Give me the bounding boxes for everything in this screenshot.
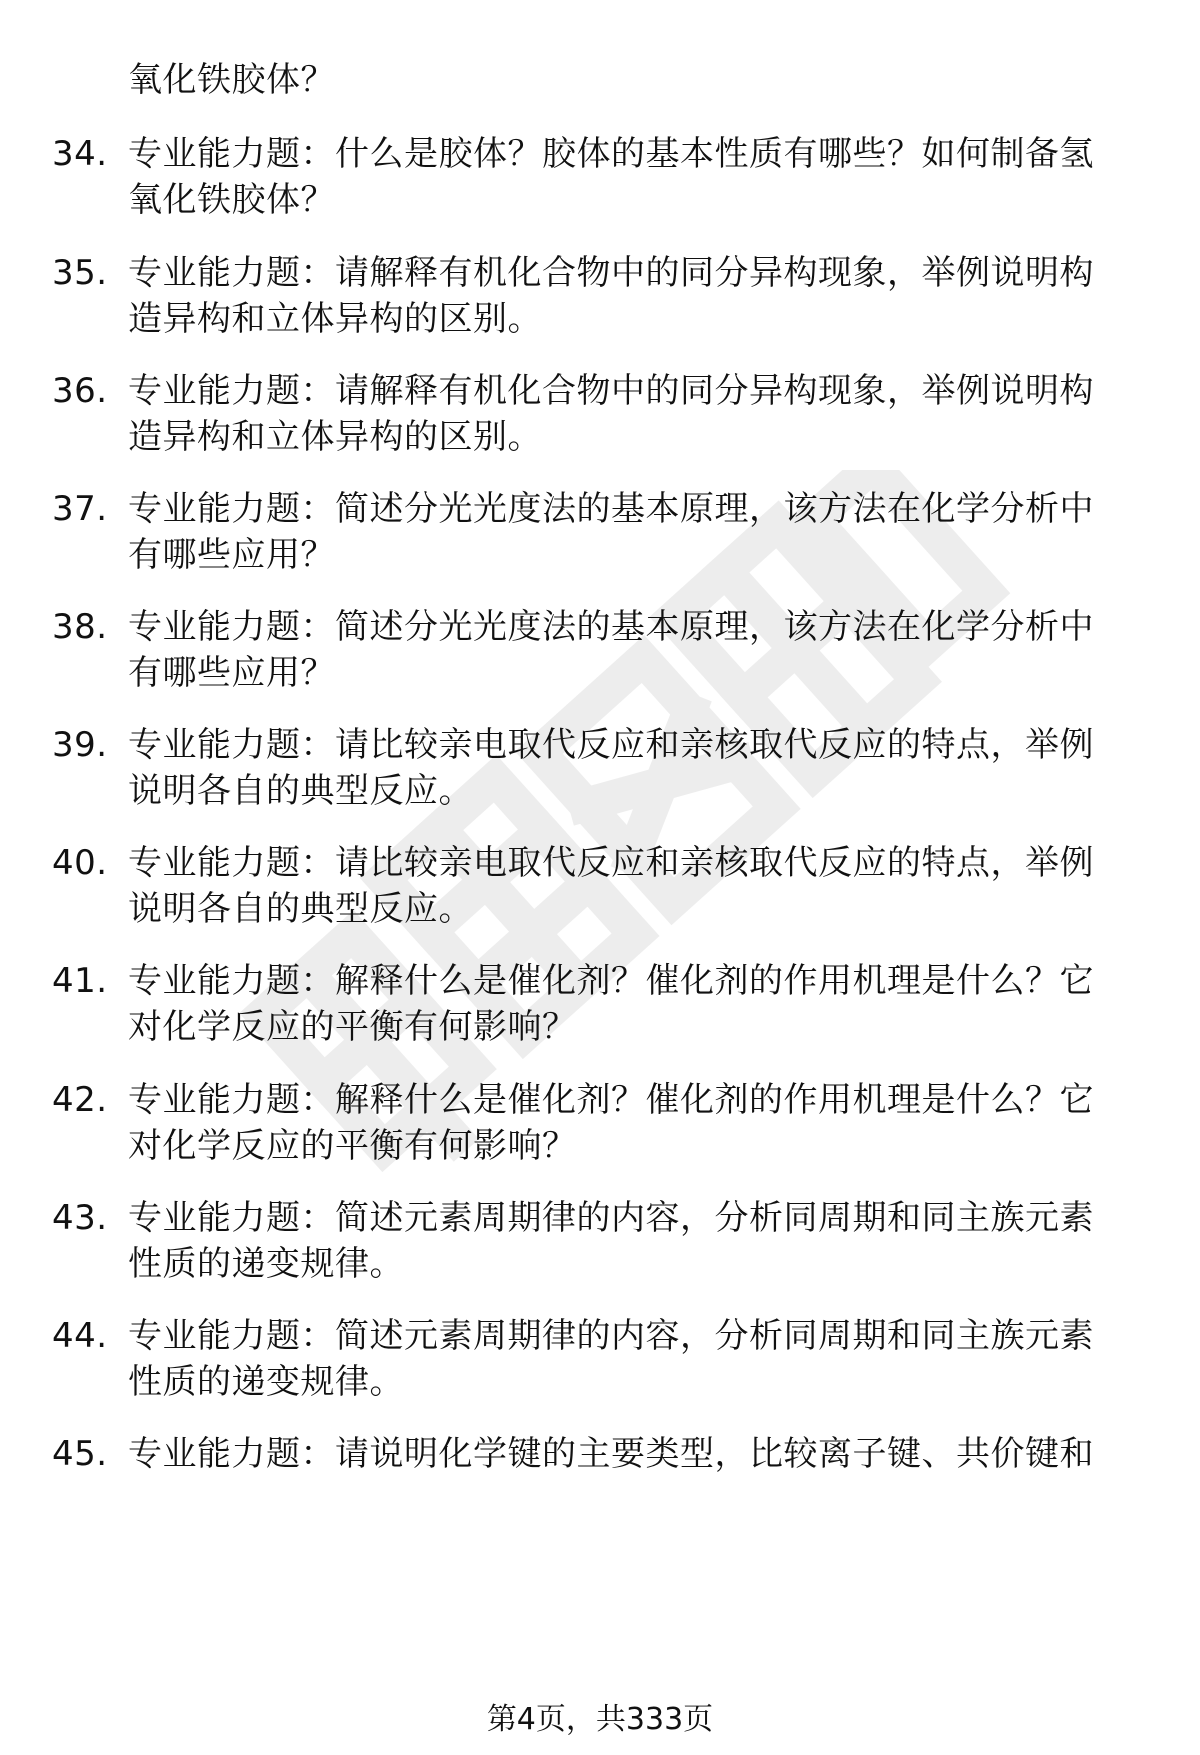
- item-number: 36.: [52, 371, 108, 411]
- item-text-line: 说明各自的典型反应。: [128, 889, 473, 929]
- question-item-44: [52, 1313, 1142, 1405]
- item-number: 35.: [52, 253, 108, 293]
- item-text-line: 氧化铁胶体？: [128, 60, 335, 100]
- item-text-line: 专业能力题：简述元素周期律的内容，分析同周期和同主族元素: [128, 1198, 1094, 1238]
- item-text-line: 氧化铁胶体？: [128, 180, 335, 220]
- item-text-line: 对化学反应的平衡有何影响？: [128, 1126, 577, 1166]
- question-item-39: [52, 722, 1142, 814]
- question-item-42: [52, 1077, 1142, 1169]
- item-text-line: 有哪些应用？: [128, 535, 335, 575]
- item-number: 44.: [52, 1316, 108, 1356]
- item-number: 38.: [52, 607, 108, 647]
- item-number: 37.: [52, 489, 108, 529]
- item-text-line: 性质的递变规律。: [128, 1362, 404, 1402]
- item-text-line: 专业能力题：请比较亲电取代反应和亲核取代反应的特点，举例: [128, 725, 1094, 765]
- item-text-line: 说明各自的典型反应。: [128, 771, 473, 811]
- question-item-35: [52, 250, 1142, 342]
- question-item-40: [52, 840, 1142, 932]
- item-number: 34.: [52, 134, 108, 174]
- item-text-line: 专业能力题：解释什么是催化剂？催化剂的作用机理是什么？它: [128, 1080, 1094, 1120]
- item-text-line: 对化学反应的平衡有何影响？: [128, 1007, 577, 1047]
- item-text-line: 专业能力题：请解释有机化合物中的同分异构现象，举例说明构: [128, 371, 1094, 411]
- item-text-line: 专业能力题：请解释有机化合物中的同分异构现象，举例说明构: [128, 253, 1094, 293]
- question-item-36: [52, 368, 1142, 460]
- item-text-line: 造异构和立体异构的区别。: [128, 417, 542, 457]
- question-item-43: [52, 1195, 1142, 1287]
- item-text-line: 专业能力题：解释什么是催化剂？催化剂的作用机理是什么？它: [128, 961, 1094, 1001]
- item-number: 39.: [52, 725, 108, 765]
- lead-continuation-line: [52, 57, 1142, 103]
- item-text-line: 专业能力题：请比较亲电取代反应和亲核取代反应的特点，举例: [128, 843, 1094, 883]
- item-text-line: 专业能力题：简述分光光度法的基本原理，该方法在化学分析中: [128, 607, 1094, 647]
- item-text-line: 专业能力题：简述元素周期律的内容，分析同周期和同主族元素: [128, 1316, 1094, 1356]
- question-item-34: [52, 131, 1142, 223]
- item-number: 42.: [52, 1080, 108, 1120]
- item-text-line: 造异构和立体异构的区别。: [128, 299, 542, 339]
- item-text-line: 专业能力题：请说明化学键的主要类型，比较离子键、共价键和: [128, 1434, 1094, 1474]
- item-number: 40.: [52, 843, 108, 883]
- page-footer: 第4页，共333页: [486, 1702, 714, 1737]
- item-text-line: 专业能力题：简述分光光度法的基本原理，该方法在化学分析中: [128, 489, 1094, 529]
- item-number: 41.: [52, 961, 108, 1001]
- question-item-37: [52, 486, 1142, 578]
- item-text-line: 性质的递变规律。: [128, 1244, 404, 1284]
- question-item-38: [52, 604, 1142, 696]
- item-text-line: 有哪些应用？: [128, 653, 335, 693]
- question-item-45: [52, 1431, 1142, 1477]
- item-number: 45.: [52, 1434, 108, 1474]
- question-item-41: [52, 958, 1142, 1050]
- item-text-line: 专业能力题：什么是胶体？胶体的基本性质有哪些？如何制备氢: [128, 134, 1094, 174]
- item-number: 43.: [52, 1198, 108, 1238]
